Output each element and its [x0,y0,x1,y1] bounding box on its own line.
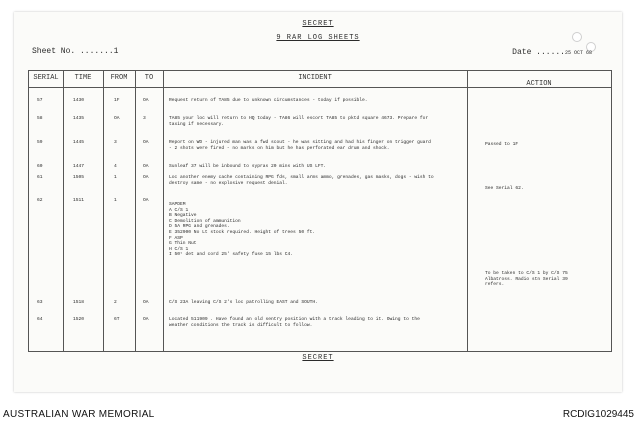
row-58-time: 1435 [73,116,85,121]
row-60-incident: Sunleaf 37 will be inbound to sypras 20 mins with US LFT. [169,164,327,169]
row-59-to: OA [143,140,149,145]
row-60-serial: 60 [37,164,43,169]
row-62-time: 1511 [73,198,85,203]
row-63-incident: C/S 23A leaving C/S 2's loc patrolling EAST and SOUTH. [169,300,318,305]
sheet-date [512,48,592,57]
row-59-action: Passed to 1F [485,142,519,147]
row-63-time: 1518 [73,300,85,305]
header-to: TO [144,74,154,82]
row-64-serial: 64 [37,317,43,322]
row-57-to: OA [143,98,149,103]
row-58-from: OA [114,116,120,121]
row-63-to: OA [143,300,149,305]
row-59-serial: 59 [37,140,43,145]
row-62-incident: SAPDEM A C/S 1 B Negative C Demolition of ammunition D 5A RPG and grenades. E 352900 No Lt stock required. Height of trees 50 ft. F ASP G Thin Nut H C/S 1 I 50° det and cord 25' safety fuse 15 lbs C4. [169,202,316,258]
row-64-time: 1520 [73,317,85,322]
date-label: Date ...... [512,48,565,57]
row-61-to: OA [143,175,149,180]
column-divider [63,71,64,351]
row-58-serial: 58 [37,116,43,121]
row-61-serial: 61 [37,175,43,180]
header-from: FROM [110,74,128,82]
row-60-to: OA [143,164,149,169]
top-security-classification: SECRET [302,20,334,28]
date-value: 25 OCT 68 [564,50,592,56]
row-57-incident: Request return of TA85 due to unknown circumstances - today if possible. [169,98,368,103]
header-incident: INCIDENT [298,74,332,82]
archive-id: RCDIG1029445 [562,409,634,420]
row-57-time: 1430 [73,98,85,103]
row-60-time: 1447 [73,164,85,169]
row-62-to: OA [143,198,149,203]
row-62-action: To be taken to C/S 1 by C/S 75 Albatross. Radio stn Serial 39 refers. [485,271,568,288]
row-60-from: 4 [114,164,117,169]
column-divider [135,71,136,351]
row-58-incident: TA85 your loc will return to HQ today - TA86 will escort TA85 to pktd square 4673. Prepare for taxing if necessary. [169,116,429,127]
row-62-serial: 62 [37,198,43,203]
row-64-incident: Located 511909 . Have found an old sentry position with a track leading to it. Owing to the weather conditions the track is difficult to follow. [169,317,420,328]
log-table [28,70,612,352]
row-61-incident: Loc another enemy cache containing RPG fds, small arms ammo, grenades, gas masks, dogs - wish to destroy same - no explosive request denial. [169,175,434,186]
row-61-action: See Serial 62. [485,186,524,191]
row-61-from: 1 [114,175,117,180]
column-divider [467,71,468,351]
row-59-time: 1445 [73,140,85,145]
row-61-time: 1505 [73,175,85,180]
row-57-from: 1F [114,98,120,103]
header-serial: SERIAL [33,74,59,82]
bottom-security-classification: SECRET [302,354,334,362]
row-59-from: 3 [114,140,117,145]
row-57-serial: 57 [37,98,43,103]
row-63-serial: 63 [37,300,43,305]
header-action: ACTION [526,80,552,88]
column-divider [163,71,164,351]
row-59-incident: Report on WD - injured man was a fwd scout - he was sitting and had his finger on trigger guard - 2 shots were fired - no marks on him but he has perforated ear drum and shock. [169,140,431,151]
row-63-from: 2 [114,300,117,305]
sheet-number [32,47,118,56]
page-title: 9 RAR LOG SHEETS [276,34,360,42]
sheet-number-value: 1 [113,47,119,56]
row-62-from: 1 [114,198,117,203]
row-64-from: 6T [114,317,120,322]
archive-credit: AUSTRALIAN WAR MEMORIAL [3,409,155,420]
column-divider [103,71,104,351]
header-time: TIME [74,74,92,82]
log-sheet [14,12,622,392]
row-64-to: OA [143,317,149,322]
row-58-to: 3 [143,116,146,121]
sheet-number-label: Sheet No. ....... [32,47,114,56]
